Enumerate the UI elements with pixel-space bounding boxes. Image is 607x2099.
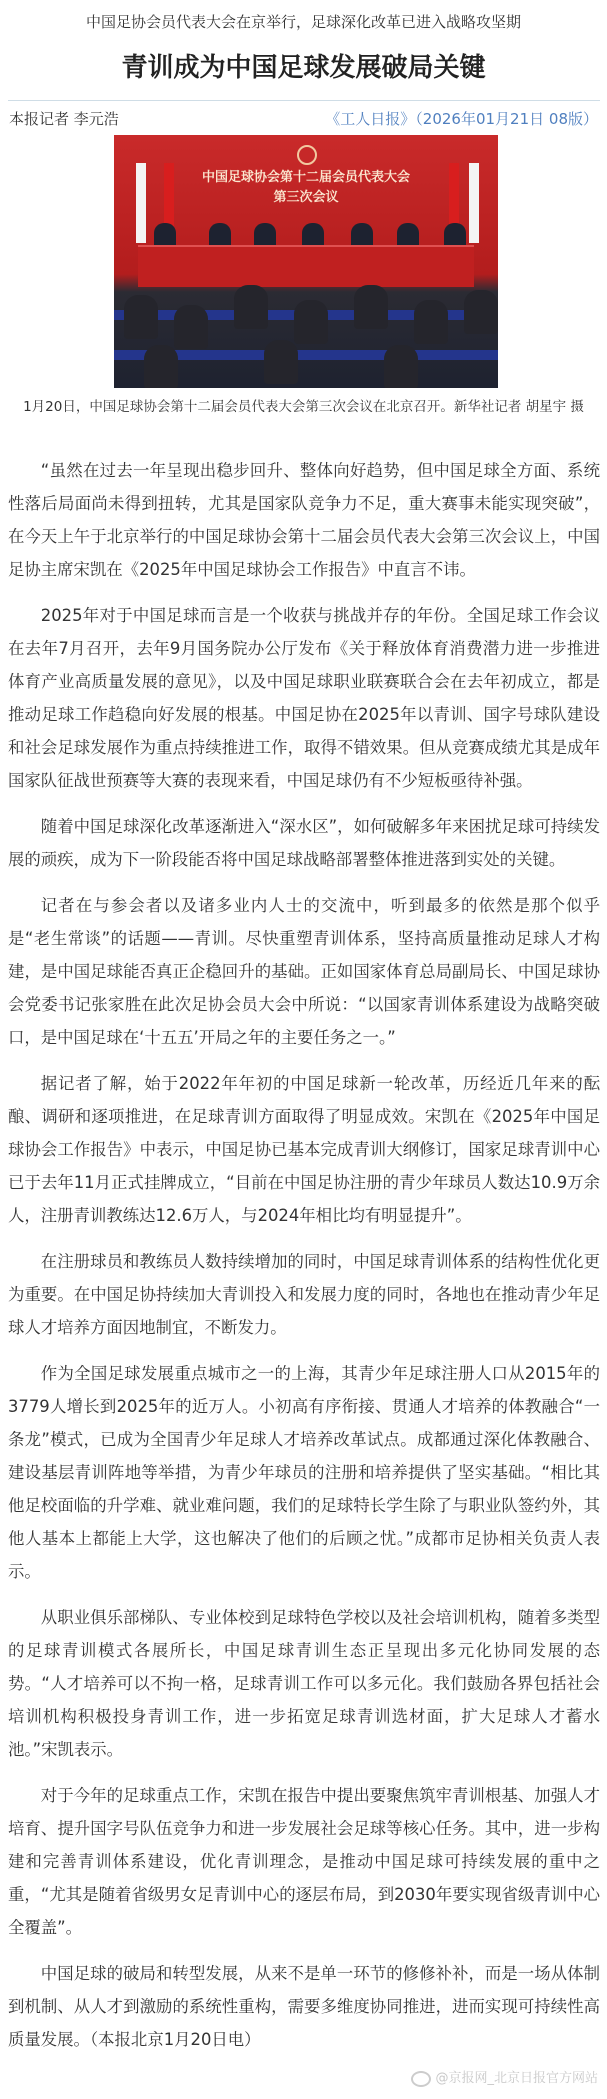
audience-member	[464, 290, 498, 334]
photo-person	[209, 223, 231, 247]
paragraph: 在注册球员和教练员人数持续增加的同时，中国足球青训体系的结构性优化更为重要。在中国足协持续加大青训投入和发展力度的同时，各地也在推动青少年足球人才培养方面因地制宜，不断发力。	[8, 1252, 600, 1337]
watermark-text: @京报网_北京日报官方网站	[435, 2071, 598, 2086]
photo-person	[351, 223, 373, 247]
audience-member	[264, 340, 298, 384]
photo-person	[154, 223, 176, 247]
photo-person	[397, 223, 419, 247]
paragraph: 随着中国足球深化改革逐渐进入“深水区”，如何破解多年来困扰足球可持续发展的顽疾，成为下一阶段能否将中国足球战略部署整体推进落到实处的关键。	[8, 817, 600, 869]
paragraph: 从职业俱乐部梯队、专业体校到足球特色学校以及社会培训机构，随着多类型的足球青训模式各展所长，中国足球青训生态正呈现出多元化协同发展的态势。“人才培养可以不拘一格，足球青训工作可以多元化。我们鼓励各界包括社会培训机构积极投身青训工作，进一步拓宽足球青训选材面，扩大足球人才蓄水池。”宋凯表示。	[8, 1608, 600, 1759]
paragraph: 据记者了解，始于2022年年初的中国足球新一轮改革，历经近几年来的酝酿、调研和逐项推进，在足球青训方面取得了明显成效。宋凯在《2025年中国足球协会工作报告》中表示，中国足协已基本完成青训大纲修订，国家足球青训中心已于去年11月正式挂牌成立，“目前在中国足协注册的青少年球员人数达10.9万余人，注册青训教练达12.6万人，与2024年相比均有明显提升”。	[8, 1074, 600, 1225]
photo-person	[444, 223, 466, 247]
audience-member	[354, 285, 388, 329]
article-photo	[114, 135, 498, 388]
paragraph: 对于今年的足球重点工作，宋凯在报告中提出要聚焦筑牢青训根基、加强人才培育、提升国字号队伍竞争力和进一步发展社会足球等核心任务。其中，进一步构建和完善青训体系建设，优化青训理念，是推动中国足球可持续发展的重中之重，“尤其是随着省级男女足青训中心的逐层布局，到2030年要实现省级青训中心全覆盖”。	[8, 1786, 600, 1937]
audience-member	[144, 345, 178, 388]
photo-person	[254, 223, 276, 247]
paragraph: “虽然在过去一年呈现出稳步回升、整体向好趋势，但中国足球全方面、系统性落后局面尚未得到扭转，尤其是国家队竞争力不足，重大赛事未能实现突破”，在今天上午于北京举行的中国足球协会第十二届会员代表大会第三次会议上，中国足协主席宋凯在《2025年中国足球协会工作报告》中直言不讳。	[8, 461, 600, 579]
paragraph: 记者在与参会者以及诸多业内人士的交流中，听到最多的依然是那个似乎是“老生常谈”的话题——青训。尽快重塑青训体系，坚持高质量推动足球人才构建，是中国足球能否真正企稳回升的基础。正如国家体育总局副局长、中国足球协会党委书记张家胜在此次足协会员大会中所说：“以国家青训体系建设为战略突破口，是中国足球在‘十五五’开局之年的主要任务之一。”	[8, 896, 600, 1047]
weibo-icon	[411, 2071, 431, 2087]
audience-member	[414, 300, 448, 344]
paragraph: 作为全国足球发展重点城市之一的上海，其青少年足球注册人口从2015年的3779人增长到2025年的近万人。小初高有序衔接、贯通人才培养的体教融合“一条龙”模式，已成为全国青少年足球人才培养改革试点。成都通过深化体教融合、建设基层青训阵地等举措，为青少年球员的注册和培养提供了坚实基础。“相比其他足校面临的升学难、就业难问题，我们的足球特长学生除了与职业队签约外，其他人基本上都能上大学，这也解决了他们的后顾之忧。”成都市足协相关负责人表示。	[8, 1364, 600, 1581]
article-title: 青训成为中国足球发展破局关键	[121, 53, 486, 83]
flag-icon	[469, 163, 479, 243]
flag-icon	[136, 163, 146, 243]
article-subtitle: 中国足协会员代表大会在京举行，足球深化改革已进入战略攻坚期	[85, 13, 521, 31]
photo-banner-line2: 第三次会议	[273, 190, 339, 205]
presidium-table	[138, 245, 474, 287]
cfa-emblem-icon	[297, 145, 317, 165]
article-body	[8, 454, 600, 2056]
paragraph: 2025年对于中国足球而言是一个收获与挑战并存的年份。全国足球工作会议在去年7月召开，去年9月国务院办公厅发布《关于释放体育消费潜力进一步推进体育产业高质量发展的意见》，以及中国足球职业联赛联合会在去年初成立，都是推动足球工作趋稳向好发展的根基。中国足协在2025年以青训、国字号球队建设和社会足球发展作为重点持续推进工作，取得不错效果。但从竞赛成绩尤其是成年国家队征战世预赛等大赛的表现来看，中国足球仍有不少短板亟待补强。	[8, 606, 600, 790]
article-meta	[9, 109, 598, 129]
photo-person	[302, 223, 324, 247]
article-source[interactable]: 《工人日报》（2026年01月21日 08版）	[325, 110, 598, 128]
audience-member	[234, 285, 268, 329]
watermark	[0, 2069, 598, 2089]
photo-caption: 1月20日，中国足球协会第十二届会员代表大会第三次会议在北京召开。新华社记者 胡星宇 摄	[23, 399, 584, 415]
photo-banner-line1: 中国足球协会第十二届会员代表大会	[201, 170, 410, 185]
audience-member	[124, 295, 158, 339]
paragraph: 中国足球的破局和转型发展，从来不是单一环节的修修补补，而是一场从体制到机制、从人才到激励的系统性重构，需要多维度协同推进，进而实现可持续性高质量发展。（本报北京1月20日电）	[8, 1964, 600, 2049]
audience-member	[174, 305, 208, 349]
audience-member	[294, 300, 328, 344]
header-divider	[8, 100, 600, 101]
article-byline: 本报记者 李元浩	[9, 110, 119, 128]
audience-member	[384, 345, 418, 388]
